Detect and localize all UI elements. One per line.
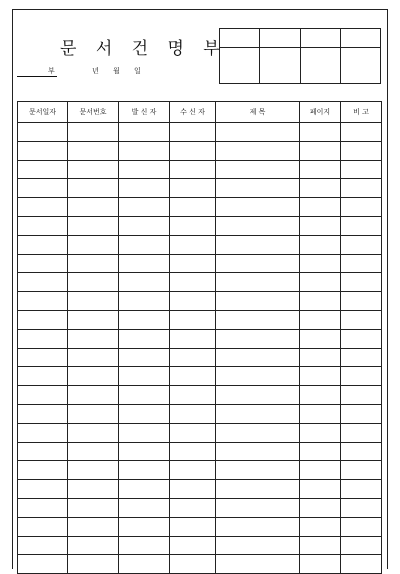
table-cell[interactable]: [18, 235, 68, 254]
table-cell[interactable]: [341, 498, 382, 517]
table-cell[interactable]: [341, 179, 382, 198]
table-cell[interactable]: [18, 367, 68, 386]
table-cell[interactable]: [170, 329, 216, 348]
table-cell[interactable]: [216, 329, 300, 348]
table-cell[interactable]: [170, 292, 216, 311]
table-row: [18, 179, 382, 198]
column-header: 발 신 자: [119, 102, 170, 123]
table-cell[interactable]: [216, 235, 300, 254]
table-cell[interactable]: [68, 386, 119, 405]
table-row: [18, 423, 382, 442]
table-cell[interactable]: [119, 498, 170, 517]
table-cell[interactable]: [68, 216, 119, 235]
table-row: [18, 310, 382, 329]
table-cell[interactable]: [341, 386, 382, 405]
approval-row: [220, 29, 381, 48]
table-row: [18, 517, 382, 536]
table-cell[interactable]: [18, 216, 68, 235]
table-cell[interactable]: [18, 292, 68, 311]
table-cell[interactable]: [341, 442, 382, 461]
table-cell[interactable]: [216, 536, 300, 555]
table-cell[interactable]: [216, 123, 300, 142]
table-cell[interactable]: [170, 123, 216, 142]
column-header: 제 목: [216, 102, 300, 123]
table-cell[interactable]: [68, 329, 119, 348]
department-underline: [17, 76, 57, 77]
table-cell[interactable]: [341, 123, 382, 142]
document-title: 문 서 건 명 부: [60, 39, 227, 59]
table-cell[interactable]: [170, 254, 216, 273]
table-cell[interactable]: [216, 480, 300, 499]
table-cell[interactable]: [68, 498, 119, 517]
table-cell[interactable]: [68, 536, 119, 555]
table-cell[interactable]: [18, 536, 68, 555]
table-cell[interactable]: [341, 198, 382, 217]
approval-box: [219, 28, 381, 84]
table-cell[interactable]: [18, 329, 68, 348]
approval-cell[interactable]: [340, 48, 380, 84]
table-cell[interactable]: [18, 423, 68, 442]
table-row: [18, 254, 382, 273]
table-cell[interactable]: [170, 517, 216, 536]
table-cell[interactable]: [170, 235, 216, 254]
department-label: 부: [48, 67, 55, 75]
table-cell[interactable]: [119, 254, 170, 273]
table-row: [18, 480, 382, 499]
table-cell[interactable]: [18, 198, 68, 217]
table-cell[interactable]: [300, 329, 341, 348]
table-cell[interactable]: [68, 404, 119, 423]
table-cell[interactable]: [300, 179, 341, 198]
table-cell[interactable]: [18, 461, 68, 480]
table-cell[interactable]: [68, 423, 119, 442]
table-cell[interactable]: [216, 442, 300, 461]
table-cell[interactable]: [68, 123, 119, 142]
table-cell[interactable]: [170, 423, 216, 442]
table-row: [18, 404, 382, 423]
table-cell[interactable]: [216, 517, 300, 536]
table-cell[interactable]: [170, 480, 216, 499]
table-cell[interactable]: [18, 273, 68, 292]
table-cell[interactable]: [18, 348, 68, 367]
table-row: [18, 367, 382, 386]
table-cell[interactable]: [119, 329, 170, 348]
table-cell[interactable]: [216, 273, 300, 292]
table-cell[interactable]: [300, 517, 341, 536]
table-cell[interactable]: [170, 536, 216, 555]
table-cell[interactable]: [68, 442, 119, 461]
table-row: [18, 461, 382, 480]
table-cell[interactable]: [119, 442, 170, 461]
table-cell[interactable]: [341, 273, 382, 292]
table-cell[interactable]: [119, 198, 170, 217]
table-cell[interactable]: [170, 555, 216, 574]
date-label: 년 월 일: [92, 67, 147, 75]
table-cell[interactable]: [170, 310, 216, 329]
approval-cell[interactable]: [340, 29, 380, 48]
table-cell[interactable]: [341, 348, 382, 367]
table-cell[interactable]: [68, 480, 119, 499]
table-row: [18, 555, 382, 574]
table-cell[interactable]: [68, 310, 119, 329]
table-row: [18, 141, 382, 160]
table-cell[interactable]: [119, 386, 170, 405]
ledger-header-row: [18, 102, 382, 123]
table-cell[interactable]: [300, 160, 341, 179]
table-cell[interactable]: [68, 160, 119, 179]
table-cell[interactable]: [216, 216, 300, 235]
approval-row: [220, 48, 381, 84]
table-cell[interactable]: [341, 141, 382, 160]
table-cell[interactable]: [216, 386, 300, 405]
approval-cell[interactable]: [260, 29, 300, 48]
table-cell[interactable]: [119, 555, 170, 574]
table-cell[interactable]: [300, 198, 341, 217]
table-row: [18, 536, 382, 555]
approval-cell[interactable]: [300, 29, 340, 48]
table-cell[interactable]: [68, 367, 119, 386]
table-cell[interactable]: [300, 386, 341, 405]
table-row: [18, 235, 382, 254]
table-cell[interactable]: [18, 498, 68, 517]
table-cell[interactable]: [216, 348, 300, 367]
table-cell[interactable]: [300, 216, 341, 235]
table-row: [18, 292, 382, 311]
table-row: [18, 273, 382, 292]
table-cell[interactable]: [170, 348, 216, 367]
table-cell[interactable]: [119, 517, 170, 536]
table-cell[interactable]: [170, 141, 216, 160]
table-cell[interactable]: [341, 216, 382, 235]
table-cell[interactable]: [119, 480, 170, 499]
table-cell[interactable]: [119, 292, 170, 311]
approval-cell[interactable]: [220, 29, 260, 48]
table-cell[interactable]: [341, 254, 382, 273]
table-cell[interactable]: [341, 517, 382, 536]
table-cell[interactable]: [18, 310, 68, 329]
table-cell[interactable]: [68, 198, 119, 217]
table-row: [18, 348, 382, 367]
table-cell[interactable]: [341, 160, 382, 179]
table-cell[interactable]: [216, 198, 300, 217]
table-row: [18, 216, 382, 235]
table-row: [18, 329, 382, 348]
table-cell[interactable]: [119, 461, 170, 480]
column-header: 비 고: [341, 102, 382, 123]
table-cell[interactable]: [216, 555, 300, 574]
table-cell[interactable]: [341, 235, 382, 254]
column-header: 수 신 자: [170, 102, 216, 123]
table-row: [18, 386, 382, 405]
table-cell[interactable]: [300, 498, 341, 517]
table-cell[interactable]: [68, 254, 119, 273]
column-header: 페이지: [300, 102, 341, 123]
table-cell[interactable]: [341, 404, 382, 423]
table-cell[interactable]: [119, 273, 170, 292]
table-row: [18, 498, 382, 517]
table-cell[interactable]: [18, 517, 68, 536]
table-cell[interactable]: [18, 123, 68, 142]
table-cell[interactable]: [300, 423, 341, 442]
table-cell[interactable]: [170, 273, 216, 292]
table-cell[interactable]: [300, 235, 341, 254]
table-cell[interactable]: [119, 141, 170, 160]
table-cell[interactable]: [216, 423, 300, 442]
table-cell[interactable]: [216, 461, 300, 480]
table-cell[interactable]: [341, 555, 382, 574]
table-cell[interactable]: [18, 254, 68, 273]
table-cell[interactable]: [18, 386, 68, 405]
table-cell[interactable]: [341, 461, 382, 480]
table-cell[interactable]: [68, 141, 119, 160]
table-cell[interactable]: [216, 160, 300, 179]
table-cell[interactable]: [119, 404, 170, 423]
table-cell[interactable]: [341, 367, 382, 386]
table-cell[interactable]: [18, 160, 68, 179]
table-cell[interactable]: [119, 160, 170, 179]
table-cell[interactable]: [18, 555, 68, 574]
table-cell[interactable]: [170, 216, 216, 235]
table-cell[interactable]: [300, 292, 341, 311]
table-cell[interactable]: [119, 367, 170, 386]
table-cell[interactable]: [300, 141, 341, 160]
table-row: [18, 123, 382, 142]
table-cell[interactable]: [170, 442, 216, 461]
table-cell[interactable]: [119, 423, 170, 442]
table-cell[interactable]: [300, 348, 341, 367]
table-cell[interactable]: [216, 310, 300, 329]
table-cell[interactable]: [18, 141, 68, 160]
table-cell[interactable]: [300, 442, 341, 461]
table-cell[interactable]: [170, 179, 216, 198]
table-cell[interactable]: [300, 404, 341, 423]
column-header: 문서번호: [68, 102, 119, 123]
table-cell[interactable]: [18, 179, 68, 198]
approval-cell[interactable]: [260, 48, 300, 84]
table-cell[interactable]: [341, 423, 382, 442]
table-cell[interactable]: [119, 348, 170, 367]
column-header: 문서일자: [18, 102, 68, 123]
table-cell[interactable]: [170, 461, 216, 480]
table-cell[interactable]: [300, 367, 341, 386]
table-cell[interactable]: [170, 404, 216, 423]
table-cell[interactable]: [119, 179, 170, 198]
table-cell[interactable]: [341, 536, 382, 555]
table-cell[interactable]: [68, 461, 119, 480]
table-cell[interactable]: [68, 179, 119, 198]
table-cell[interactable]: [170, 367, 216, 386]
table-cell[interactable]: [170, 386, 216, 405]
table-cell[interactable]: [170, 498, 216, 517]
table-cell[interactable]: [18, 442, 68, 461]
table-cell[interactable]: [300, 555, 341, 574]
table-cell[interactable]: [170, 198, 216, 217]
table-cell[interactable]: [216, 292, 300, 311]
table-cell[interactable]: [300, 461, 341, 480]
table-cell[interactable]: [216, 254, 300, 273]
table-row: [18, 442, 382, 461]
table-cell[interactable]: [341, 292, 382, 311]
table-cell[interactable]: [300, 536, 341, 555]
table-cell[interactable]: [18, 404, 68, 423]
table-cell[interactable]: [216, 404, 300, 423]
table-cell[interactable]: [119, 310, 170, 329]
table-cell[interactable]: [300, 273, 341, 292]
approval-cell[interactable]: [300, 48, 340, 84]
table-cell[interactable]: [170, 160, 216, 179]
table-cell[interactable]: [68, 292, 119, 311]
table-cell[interactable]: [300, 254, 341, 273]
table-cell[interactable]: [119, 536, 170, 555]
table-cell[interactable]: [68, 555, 119, 574]
approval-cell[interactable]: [220, 48, 260, 84]
table-row: [18, 198, 382, 217]
table-cell[interactable]: [68, 235, 119, 254]
table-cell[interactable]: [68, 348, 119, 367]
table-cell[interactable]: [119, 216, 170, 235]
table-cell[interactable]: [68, 517, 119, 536]
table-cell[interactable]: [341, 310, 382, 329]
table-cell[interactable]: [216, 498, 300, 517]
table-cell[interactable]: [341, 480, 382, 499]
table-cell[interactable]: [18, 480, 68, 499]
table-cell[interactable]: [68, 273, 119, 292]
table-cell[interactable]: [216, 367, 300, 386]
table-cell[interactable]: [216, 141, 300, 160]
table-cell[interactable]: [300, 123, 341, 142]
table-cell[interactable]: [300, 310, 341, 329]
ledger-table: [17, 101, 382, 574]
table-cell[interactable]: [300, 480, 341, 499]
table-cell[interactable]: [341, 329, 382, 348]
table-cell[interactable]: [119, 123, 170, 142]
table-cell[interactable]: [119, 235, 170, 254]
table-row: [18, 160, 382, 179]
table-cell[interactable]: [216, 179, 300, 198]
